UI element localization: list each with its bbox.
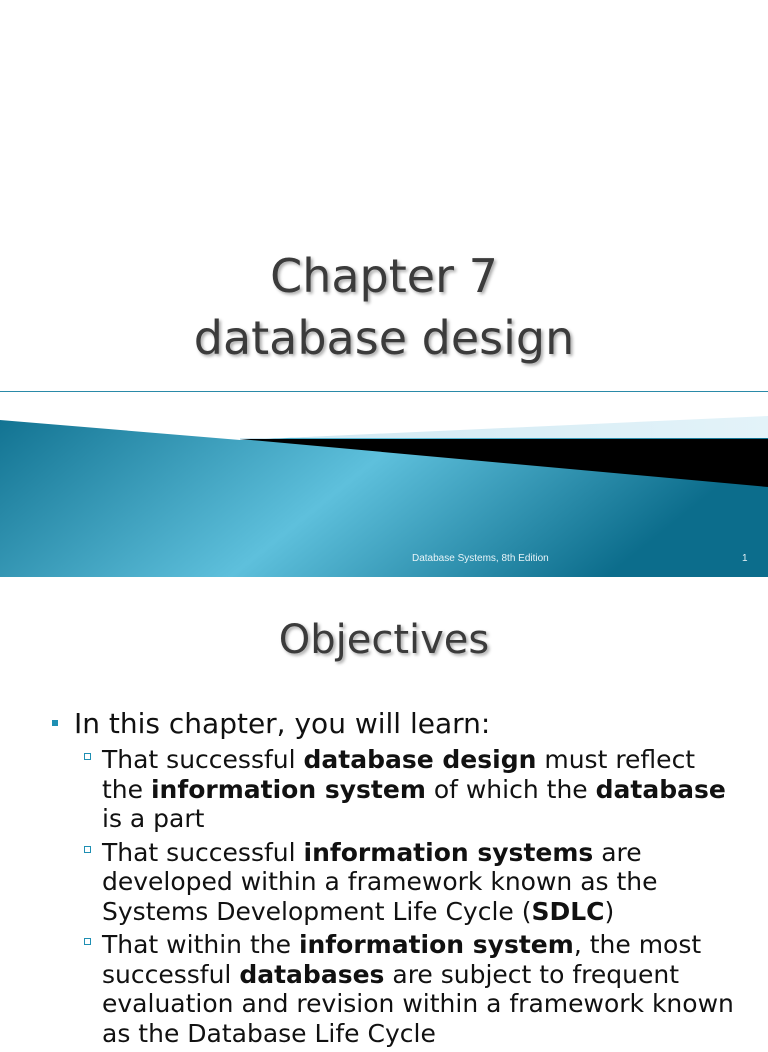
item-text: , the most successful: [102, 930, 702, 989]
item-bold: databases: [239, 959, 385, 989]
decorative-band: [0, 392, 768, 577]
hollow-square-bullet-icon: [84, 846, 91, 853]
square-bullet-icon: [52, 720, 58, 726]
item-text: must reflect the: [102, 745, 696, 804]
slide-number: 1: [742, 553, 748, 564]
intro-bullet: [52, 707, 490, 740]
slide-objectives: [0, 577, 768, 1048]
title-line-2: database design: [193, 311, 575, 365]
item-bold: database: [595, 774, 726, 804]
hollow-square-bullet-icon: [84, 753, 91, 760]
slide-title-heading: [0, 245, 768, 369]
hollow-square-bullet-icon: [84, 938, 91, 945]
slide-footer: Database Systems, 8th Edition: [412, 553, 549, 564]
item-text: That successful: [102, 745, 304, 774]
item-text: are subject to frequent evaluation and revision within a framework known as the Database Life Cycle: [102, 959, 734, 1048]
item-bold: database design: [303, 745, 537, 774]
item-text: ): [604, 896, 615, 926]
intro-text: In this chapter, you will learn:: [74, 707, 491, 740]
list-item: [84, 930, 744, 1048]
item-bold: SDLC: [531, 896, 605, 926]
list-item: [84, 745, 744, 834]
list-item: [84, 838, 744, 927]
title-line-1: Chapter 7: [270, 249, 498, 303]
item-text: That within the: [102, 930, 299, 959]
item-bold: information system: [150, 774, 426, 804]
item-bold: information system: [298, 930, 574, 959]
item-bold: information systems: [303, 837, 594, 867]
item-text: is a part: [102, 804, 205, 833]
objectives-list: [84, 745, 744, 1052]
item-text: are developed within a framework known as the Systems Development Life Cycle (: [102, 837, 658, 926]
item-text: of which the: [425, 774, 596, 804]
item-text: That successful: [102, 837, 304, 867]
objectives-title: Objectives: [278, 617, 490, 663]
